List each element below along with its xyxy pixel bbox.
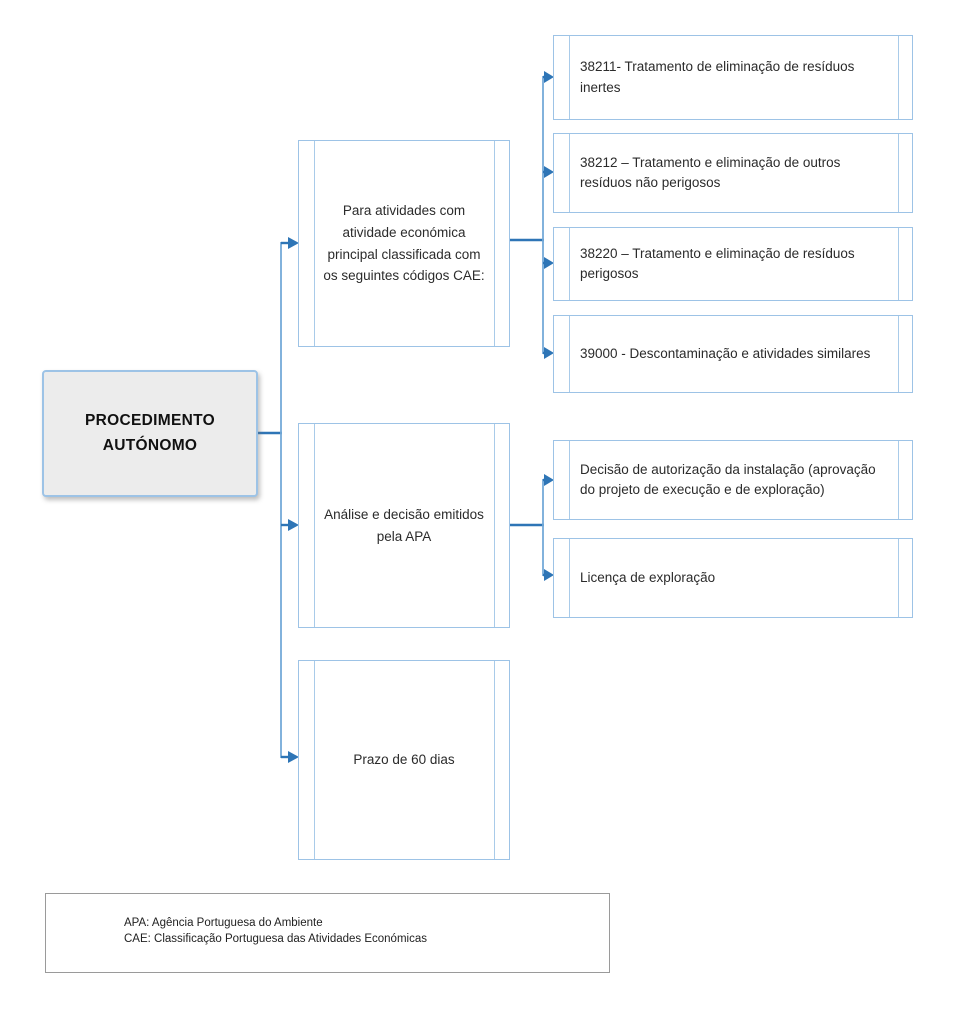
legend-line-apa: APA: Agência Portuguesa do Ambiente	[124, 917, 323, 929]
legend-box	[45, 893, 610, 973]
node-licenca-exploracao	[553, 538, 913, 618]
node-deadline	[298, 660, 510, 860]
cae-39000-label: 39000 - Descontaminação e atividades similares	[580, 345, 871, 361]
cae-filter-label: Para atividades com atividade económica principal classificada com os seguintes códigos CAE:	[323, 202, 485, 284]
licenca-exploracao-label: Licença de exploração	[580, 569, 716, 585]
connector-cae-filter-to-codes	[510, 71, 554, 359]
cae-38211-label: 38211- Tratamento de eliminação de resíduos inertes	[580, 59, 855, 95]
node-cae-38211	[553, 35, 913, 120]
apa-decision-label: Análise e decisão emitidos pela APA	[324, 506, 484, 544]
connector-root-to-level1	[258, 237, 299, 763]
cae-38220-label: 38220 – Tratamento e eliminação de resíduos perigosos	[580, 245, 855, 281]
node-cae-39000	[553, 315, 913, 393]
root-label: PROCEDIMENTO AUTÓNOMO	[85, 412, 215, 454]
node-cae-38220	[553, 227, 913, 301]
node-decisao-autorizacao	[553, 440, 913, 520]
legend-text	[124, 916, 427, 948]
legend-line-cae: CAE: Classificação Portuguesa das Atividades Económicas	[124, 932, 427, 945]
connector-apa-to-outputs	[510, 474, 554, 581]
node-cae-filter	[298, 140, 510, 347]
node-apa-decision	[298, 423, 510, 628]
node-cae-38212	[553, 133, 913, 213]
cae-38212-label: 38212 – Tratamento e eliminação de outros resíduos não perigosos	[580, 154, 841, 190]
deadline-label: Prazo de 60 dias	[353, 752, 455, 768]
decisao-autorizacao-label: Decisão de autorização da instalação (aprovação do projeto de execução e de exploração)	[580, 461, 876, 497]
node-procedimento-autonomo	[42, 370, 258, 497]
